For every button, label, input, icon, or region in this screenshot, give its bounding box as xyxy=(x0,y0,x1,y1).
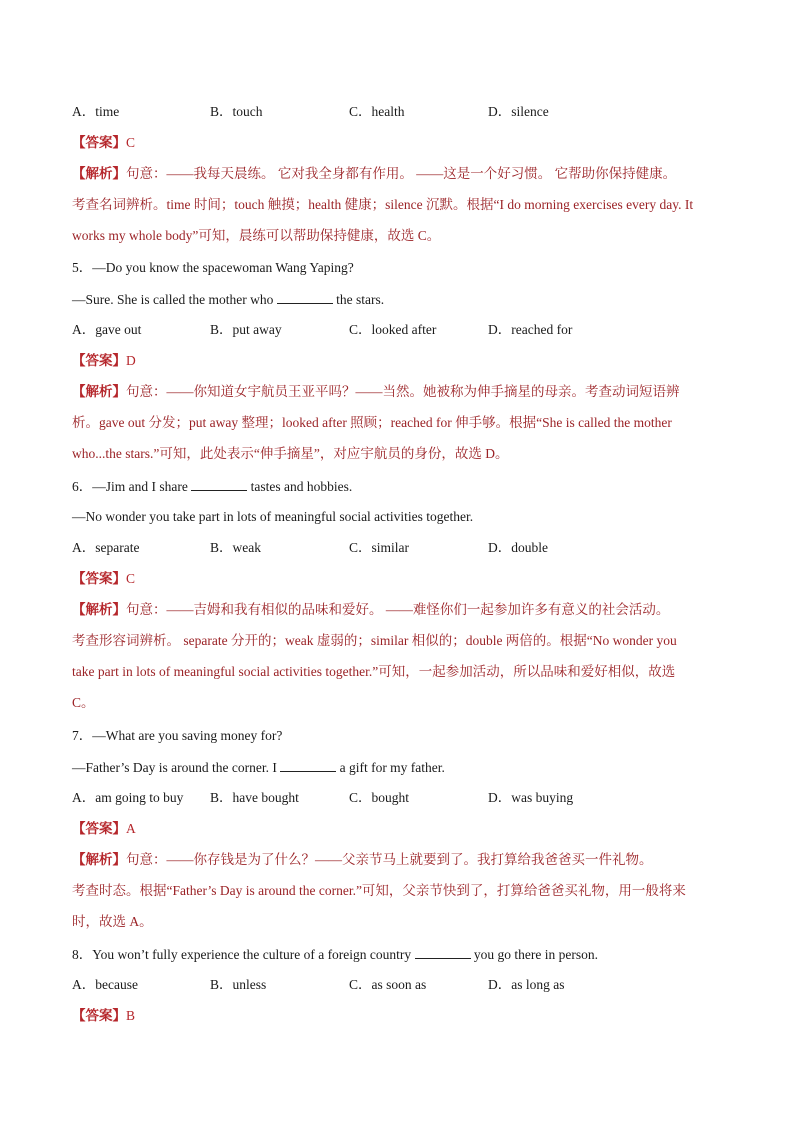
q5-reply-before: —Sure. She is called the mother who xyxy=(72,292,274,307)
answer-tag: 【答案】 xyxy=(72,571,126,586)
q5-explanation-line-1 xyxy=(72,382,680,402)
q7-options xyxy=(72,788,712,808)
q7-explanation-line-3: 时，故选 A。 xyxy=(72,914,153,929)
q4-explanation-line-2: 考查名词辨析。time 时间；touch 触摸；health 健康；silence 沉默。根据“I do morning exercises every day. It xyxy=(72,197,694,212)
blank xyxy=(415,944,471,959)
q8-question xyxy=(72,944,598,965)
q6-explanation-line-3: take part in lots of meaningful social activities together.”可知，一起参加活动，所以品味和爱好相似，故选 xyxy=(72,664,676,679)
q5-option-d: D．reached for xyxy=(488,322,573,337)
q6-question-before: 6．—Jim and I share xyxy=(72,479,188,494)
answer-value: A xyxy=(126,821,136,836)
explanation-text: 句意：——你存钱是为了什么？——父亲节马上就要到了。我打算给我爸爸买一件礼物。 xyxy=(126,852,653,867)
explanation-text: 句意：——我每天晨练。 它对我全身都有作用。 ——这是一个好习惯。 它帮助你保持健康。 xyxy=(126,166,677,181)
blank xyxy=(277,289,333,304)
q8-option-c: C．as soon as xyxy=(349,977,427,992)
q5-explanation-line-3: who...the stars.”可知，此处表示“伸手摘星”，对应宇航员的身份，故选 D。 xyxy=(72,446,509,461)
q6-explanation-line-4: C。 xyxy=(72,695,95,710)
q4-options xyxy=(72,102,712,122)
q6-option-c: C．similar xyxy=(349,540,409,555)
q6-question xyxy=(72,476,352,497)
q6-option-d: D．double xyxy=(488,540,548,555)
blank xyxy=(280,757,336,772)
explanation-tag: 【解析】 xyxy=(72,602,126,617)
explanation-tag: 【解析】 xyxy=(72,852,126,867)
explanation-text: 句意：——你知道女宇航员王亚平吗？——当然。她被称为伸手摘星的母亲。考查动词短语辨 xyxy=(126,384,680,399)
q5-option-c: C．looked after xyxy=(349,322,437,337)
q6-option-a: A．separate xyxy=(72,540,140,555)
q7-explanation-line-2: 考查时态。根据“Father’s Day is around the corner.”可知，父亲节快到了，打算给爸爸买礼物，用一般将来 xyxy=(72,883,686,898)
q5-reply xyxy=(72,289,384,310)
q8-option-a: A．because xyxy=(72,977,138,992)
q7-option-d: D．was buying xyxy=(488,790,574,805)
q6-options xyxy=(72,538,712,558)
q7-option-a: A．am going to buy xyxy=(72,790,184,805)
q8-question-before: 8．You won’t fully experience the culture of a foreign country xyxy=(72,947,412,962)
q6-reply: —No wonder you take part in lots of meaningful social activities together. xyxy=(72,509,474,524)
q6-explanation-line-2: 考查形容词辨析。 separate 分开的；weak 虚弱的；similar 相似的；double 两倍的。根据“No wonder you xyxy=(72,633,677,648)
q7-option-c: C．bought xyxy=(349,790,410,805)
q8-option-b: B．unless xyxy=(210,977,267,992)
q7-answer xyxy=(72,819,136,839)
q4-option-c: C．health xyxy=(349,104,405,119)
answer-value: D xyxy=(126,353,136,368)
q4-option-a: A．time xyxy=(72,104,120,119)
answer-value: B xyxy=(126,1008,136,1023)
answer-tag: 【答案】 xyxy=(72,821,126,836)
q4-answer xyxy=(72,133,135,153)
q6-question-after: tastes and hobbies. xyxy=(250,479,353,494)
q4-explanation-line-3: works my whole body”可知，晨练可以帮助保持健康，故选 C。 xyxy=(72,228,441,243)
blank xyxy=(191,476,247,491)
q5-reply-after: the stars. xyxy=(336,292,385,307)
q6-explanation-line-1 xyxy=(72,600,669,620)
q7-reply-before: —Father’s Day is around the corner. I xyxy=(72,760,277,775)
q7-reply-after: a gift for my father. xyxy=(339,760,445,775)
answer-value: C xyxy=(126,135,136,150)
q6-option-b: B．weak xyxy=(210,540,261,555)
q8-option-d: D．as long as xyxy=(488,977,565,992)
explanation-tag: 【解析】 xyxy=(72,166,126,181)
q5-options xyxy=(72,320,712,340)
q7-question: 7．—What are you saving money for? xyxy=(72,728,283,743)
answer-value: C xyxy=(126,571,136,586)
q4-option-d: D．silence xyxy=(488,104,549,119)
q4-explanation-line-1 xyxy=(72,164,676,184)
answer-tag: 【答案】 xyxy=(72,135,126,150)
q5-option-a: A．gave out xyxy=(72,322,142,337)
explanation-tag: 【解析】 xyxy=(72,384,126,399)
q5-explanation-line-2: 析。gave out 分发；put away 整理；looked after 照顾；reached for 伸手够。根据“She is called the mother xyxy=(72,415,672,430)
q8-question-after: you go there in person. xyxy=(473,947,599,962)
q8-answer xyxy=(72,1006,135,1026)
q5-option-b: B．put away xyxy=(210,322,282,337)
answer-tag: 【答案】 xyxy=(72,1008,126,1023)
q8-options xyxy=(72,975,712,995)
q7-explanation-line-1 xyxy=(72,850,653,870)
explanation-text: 句意：——吉姆和我有相似的品味和爱好。 ——难怪你们一起参加许多有意义的社会活动。 xyxy=(126,602,670,617)
q7-option-b: B．have bought xyxy=(210,790,299,805)
q5-answer xyxy=(72,351,136,371)
q4-option-b: B．touch xyxy=(210,104,263,119)
q6-answer xyxy=(72,569,135,589)
q5-question: 5．—Do you know the spacewoman Wang Yaping? xyxy=(72,260,354,275)
answer-tag: 【答案】 xyxy=(72,353,126,368)
q7-reply xyxy=(72,757,445,778)
